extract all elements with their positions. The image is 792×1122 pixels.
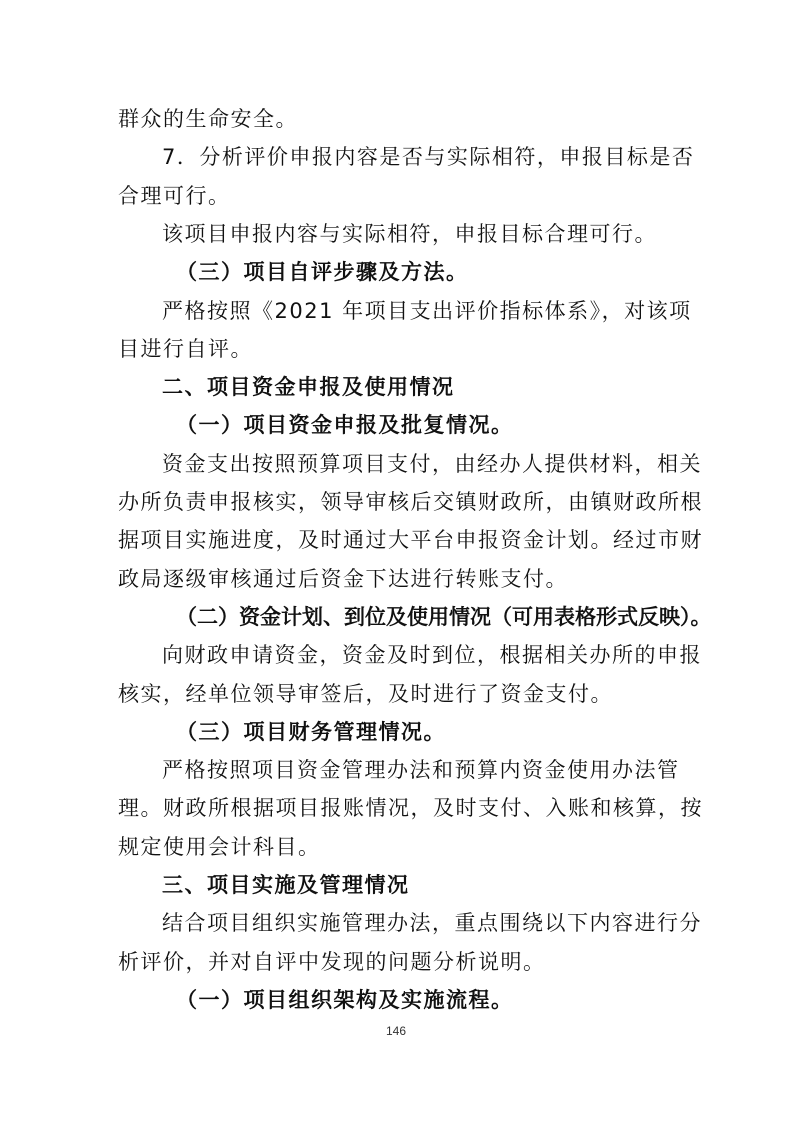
- body-text-line: 合理可行。: [118, 184, 231, 208]
- body-text-line: 结合项目组织实施管理办法，重点围绕以下内容进行分: [162, 911, 702, 935]
- body-text-line: 政局逐级审核通过后资金下达进行转账支付。: [118, 567, 568, 591]
- body-text-line: 该项目申报内容与实际相符，申报目标合理可行。: [162, 222, 657, 246]
- subsection-heading: （二）资金计划、到位及使用情况（可用表格形式反映）。: [176, 605, 712, 629]
- body-text-line: 向财政申请资金，资金及时到位，根据相关办所的申报: [162, 643, 702, 667]
- subsection-heading: （一）项目组织架构及实施流程。: [176, 988, 514, 1012]
- body-text-line: 群众的生命安全。: [118, 107, 298, 131]
- body-text-line: 7．分析评价申报内容是否与实际相符，申报目标是否: [162, 145, 695, 169]
- body-text-line: 核实，经单位领导审签后，及时进行了资金支付。: [118, 682, 613, 706]
- section-heading: 二、项目资金申报及使用情况: [162, 375, 455, 399]
- body-text-line: 理。财政所根据项目报账情况，及时支付、入账和核算，按: [118, 796, 703, 820]
- subsection-heading: （三）项目财务管理情况。: [176, 720, 446, 744]
- body-text-line: 严格按照《2021 年项目支出评价指标体系》，对该项: [162, 299, 692, 323]
- body-text-line: 规定使用会计科目。: [118, 835, 321, 859]
- body-text-line: 析评价，并对自评中发现的问题分析说明。: [118, 950, 546, 974]
- body-text-line: 严格按照项目资金管理办法和预算内资金使用办法管: [162, 758, 680, 782]
- subsection-heading: （一）项目资金申报及批复情况。: [176, 413, 514, 437]
- body-text-line: 资金支出按照预算项目支付，由经办人提供材料，相关: [162, 452, 702, 476]
- body-text-line: 办所负责申报核实，领导审核后交镇财政所，由镇财政所根: [118, 490, 703, 514]
- subsection-heading: （三）项目自评步骤及方法。: [176, 260, 469, 284]
- section-heading: 三、项目实施及管理情况: [162, 873, 410, 897]
- body-text-line: 目进行自评。: [118, 337, 253, 361]
- page-number: 146: [385, 1024, 407, 1038]
- body-text-line: 据项目实施进度，及时通过大平台申报资金计划。经过市财: [118, 528, 703, 552]
